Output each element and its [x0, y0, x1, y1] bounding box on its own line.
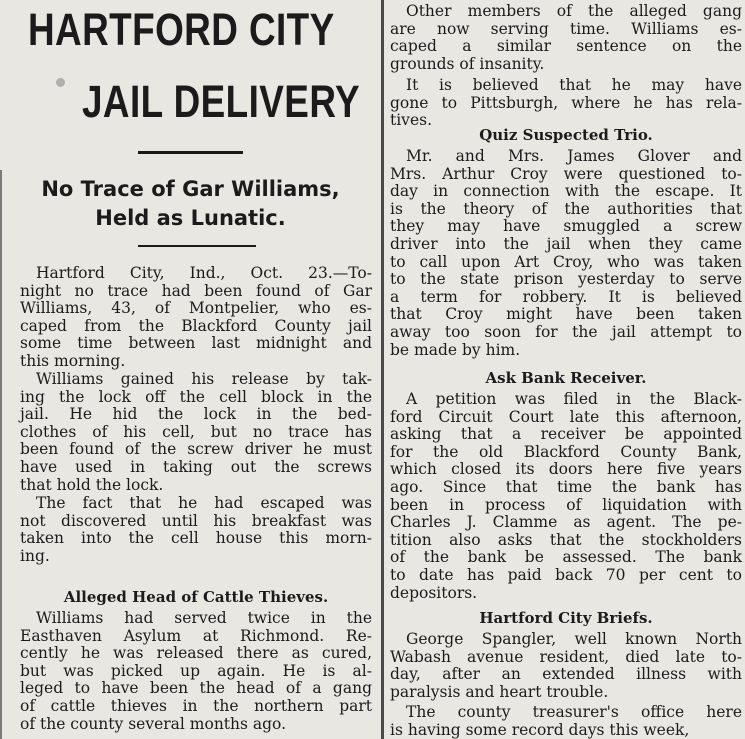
right-column [387, 0, 745, 739]
article-line: cently he was released there as cured, [20, 644, 372, 663]
subheadline-rule [138, 245, 256, 247]
subheadline-line-2: Held as Lunatic. [95, 206, 286, 230]
article-line: to call upon Art Croy, who was taken [390, 252, 742, 271]
column-edge [0, 170, 2, 739]
headline-rule [138, 151, 243, 154]
article-line: caped a similar sentence on the [390, 37, 742, 56]
article-line: It is believed that he may have [406, 76, 742, 94]
section-subhead: Hartford City Briefs. [479, 609, 653, 627]
article-line: be made by him. [390, 340, 521, 359]
article-line: Williams, 43, of Montpelier, who es- [20, 299, 372, 318]
article-line: away too soon for the jail attempt to [390, 323, 742, 341]
article-line: they may have smuggled a screw [390, 217, 742, 236]
article-line: Mr. and Mrs. James Glover and [406, 147, 742, 165]
article-line: this morning. [20, 352, 126, 370]
article-line: ago. Since that time the bank has [390, 478, 742, 496]
ink-smudge [56, 78, 65, 87]
article-line: day in connection with the escape. It [390, 182, 742, 201]
article-line: jail. He hid the lock in the bed- [20, 405, 372, 424]
article-line: gone to Pittsburgh, where he has rela- [390, 93, 742, 112]
article-line: been in process of liquidation with [390, 495, 742, 514]
article-line: some time between last midnight and [20, 334, 372, 353]
article-line: but was picked up again. He is al- [20, 661, 372, 680]
column-rule [381, 0, 384, 739]
article-line: caped from the Blackford County jail [20, 316, 372, 335]
article-line: grounds of insanity. [390, 54, 545, 73]
section-subhead: Ask Bank Receiver. [485, 369, 647, 387]
article-line: asking that a receiver be appointed [390, 425, 742, 444]
subheadline-line-1: No Trace of Gar Williams, [41, 177, 340, 201]
article-line: Easthaven Asylum at Richmond. Re- [20, 626, 372, 645]
article-line: night no trace had been found of Gar [20, 281, 372, 300]
article-line: day, after an extended illness with [390, 665, 742, 684]
article-line: Charles J. Clamme as agent. The pe- [390, 513, 742, 532]
article-line: Williams gained his release by tak- [36, 370, 372, 388]
article-line: taken into the cell house this morn- [20, 529, 372, 548]
article-line: Mrs. Arthur Croy were questioned to- [390, 164, 742, 183]
article-line: Other members of the alleged gang [406, 2, 742, 20]
article-line: leged to have been the head of a gang [20, 679, 372, 698]
article-line: a term for robbery. It is believed [390, 287, 742, 306]
article-line: that hold the lock. [20, 475, 164, 494]
headline-line-1: HARTFORD CITY [28, 4, 335, 55]
article-line: A petition was filed in the Black- [406, 390, 742, 408]
article-line: tives. [390, 111, 432, 130]
section-subhead: Quiz Suspected Trio. [479, 126, 653, 144]
headline-line-2: JAIL DELIVERY [82, 76, 361, 127]
article-line: George Spangler, well known North [406, 630, 742, 648]
article-line: are now serving time. Williams es- [390, 19, 742, 38]
article-line: tition also asks that the stockholders [390, 530, 742, 549]
article-line: driver into the jail when they came [390, 235, 742, 253]
article-line: which closed its doors here five years [390, 460, 742, 479]
article-line: not discovered until his breakfast was [20, 511, 372, 530]
article-line: Wabash avenue resident, died late to- [390, 647, 742, 666]
article-line: ford Circuit Court late this afternoon, [390, 407, 742, 426]
article-line: of cattle thieves in the northern part [20, 697, 372, 715]
article-line: that Croy might have been taken [390, 305, 742, 324]
article-line: of the bank be assessed. The bank [390, 548, 742, 567]
article-line: of the county several months ago. [20, 714, 287, 733]
section-subhead: Alleged Head of Cattle Thieves. [63, 588, 329, 606]
article-line: for the old Blackford County Bank, [390, 442, 742, 461]
article-line: ing the lock off the cell block in the [20, 387, 372, 406]
article-line: to the state prison yesterday to serve [390, 270, 742, 289]
article-line: Hartford City, Ind., Oct. 23.—To- [36, 264, 372, 282]
headline-block [0, 0, 381, 170]
article-line: The county treasurer's office here [406, 703, 742, 721]
article-line: clothes of his cell, but no trace has [20, 422, 372, 441]
article-line: to date has paid back 70 per cent to [390, 566, 742, 584]
article-line: depositors. [390, 583, 478, 602]
article-line: ing. [20, 546, 50, 565]
article-line: is the theory of the authorities that [390, 199, 742, 218]
article-line: have used in taking out the screws [20, 458, 372, 476]
article-line: paralysis and heart trouble. [390, 682, 609, 701]
article-line: is having some record days this week, [390, 720, 690, 739]
article-line: Williams had served twice in the [36, 609, 372, 627]
article-line: The fact that he had escaped was [36, 494, 372, 512]
article-line: been found of the screw driver he must [20, 440, 372, 459]
